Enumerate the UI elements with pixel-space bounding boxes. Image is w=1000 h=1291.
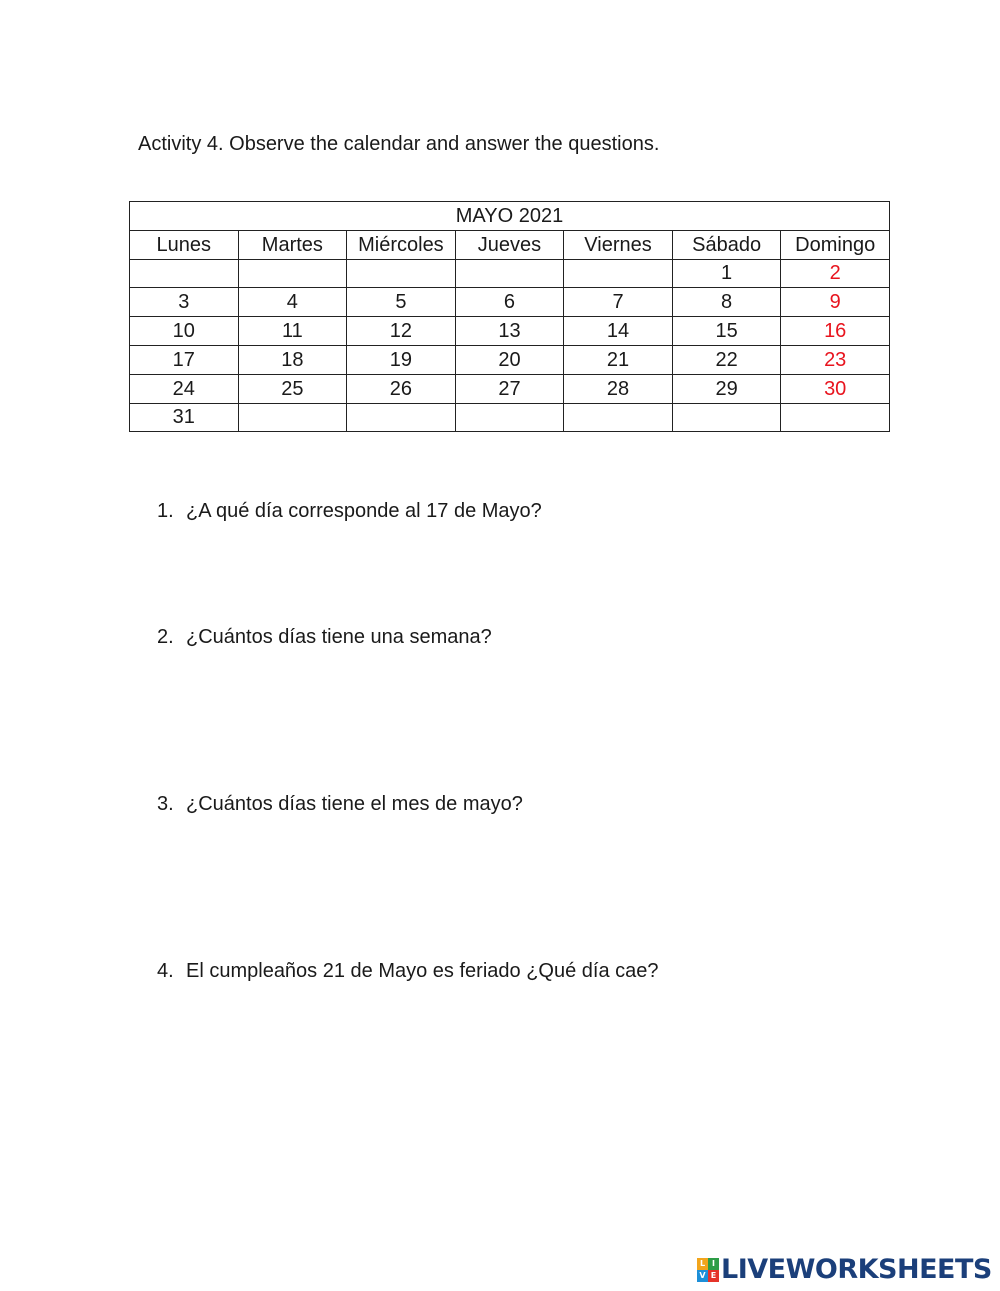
calendar-day-cell: [347, 403, 456, 432]
calendar-day-cell: [672, 403, 781, 432]
question-text: ¿Cuántos días tiene el mes de mayo?: [186, 793, 523, 815]
calendar-day-cell: 5: [347, 288, 456, 317]
calendar-day-cell: 20: [455, 345, 564, 374]
calendar-day-cell: [564, 403, 673, 432]
calendar-day-cell: 24: [130, 374, 239, 403]
calendar-day-cell: 27: [455, 374, 564, 403]
calendar-table: [129, 201, 890, 432]
question-number: 4.: [157, 960, 174, 982]
calendar-day-cell: 17: [130, 345, 239, 374]
day-header-viernes: Viernes: [564, 230, 673, 259]
calendar-day-cell: [347, 259, 456, 288]
calendar-day-cell: 2: [781, 259, 890, 288]
calendar-title-row: [130, 202, 890, 231]
calendar-day-cell: 1: [672, 259, 781, 288]
calendar-day-cell: 23: [781, 345, 890, 374]
day-header-sabado: Sábado: [672, 230, 781, 259]
calendar-week-row: [130, 345, 890, 374]
logo-icon-tile: L: [697, 1258, 708, 1270]
day-header-jueves: Jueves: [455, 230, 564, 259]
calendar-day-cell: 13: [455, 317, 564, 346]
question-number: 2.: [157, 626, 174, 648]
question-4: [157, 958, 659, 984]
calendar-day-cell: 30: [781, 374, 890, 403]
calendar-day-cell: [130, 259, 239, 288]
calendar-day-cell: 31: [130, 403, 239, 432]
calendar-day-cell: 25: [238, 374, 347, 403]
calendar-title: MAYO 2021: [130, 202, 890, 231]
calendar-day-cell: [455, 259, 564, 288]
logo-icon-tile: I: [708, 1258, 719, 1270]
calendar-week-row: [130, 259, 890, 288]
calendar-day-cell: 16: [781, 317, 890, 346]
question-text: ¿Cuántos días tiene una semana?: [186, 626, 492, 648]
calendar-day-cell: 6: [455, 288, 564, 317]
calendar-day-cell: 19: [347, 345, 456, 374]
liveworksheets-logo: [697, 1254, 992, 1286]
calendar-day-header-row: [130, 230, 890, 259]
question-1: [157, 498, 542, 524]
calendar-day-cell: 4: [238, 288, 347, 317]
question-number: 1.: [157, 500, 174, 522]
calendar-week-row: [130, 403, 890, 432]
day-header-martes: Martes: [238, 230, 347, 259]
activity-instruction: Activity 4. Observe the calendar and answer the questions.: [138, 133, 660, 155]
calendar-day-cell: 29: [672, 374, 781, 403]
calendar-day-cell: 22: [672, 345, 781, 374]
calendar-day-cell: 18: [238, 345, 347, 374]
calendar-day-cell: 8: [672, 288, 781, 317]
question-2: [157, 624, 492, 650]
calendar-day-cell: [564, 259, 673, 288]
question-text: ¿A qué día corresponde al 17 de Mayo?: [186, 500, 542, 522]
question-number: 3.: [157, 793, 174, 815]
question-3: [157, 791, 523, 817]
calendar-day-cell: 14: [564, 317, 673, 346]
calendar-day-cell: 26: [347, 374, 456, 403]
calendar-day-cell: 11: [238, 317, 347, 346]
calendar-day-cell: 21: [564, 345, 673, 374]
calendar-day-cell: 7: [564, 288, 673, 317]
calendar-day-cell: [238, 259, 347, 288]
calendar-day-cell: [781, 403, 890, 432]
calendar-day-cell: 28: [564, 374, 673, 403]
calendar-day-cell: [455, 403, 564, 432]
logo-icon-tile: V: [697, 1270, 708, 1282]
logo-icon-tile: E: [708, 1270, 719, 1282]
liveworksheets-icon: [697, 1258, 719, 1282]
calendar-day-cell: 9: [781, 288, 890, 317]
calendar-day-cell: [238, 403, 347, 432]
calendar-day-cell: 12: [347, 317, 456, 346]
calendar-week-row: [130, 317, 890, 346]
question-text: El cumpleaños 21 de Mayo es feriado ¿Qué día cae?: [186, 960, 659, 982]
calendar-day-cell: 10: [130, 317, 239, 346]
day-header-domingo: Domingo: [781, 230, 890, 259]
calendar-week-row: [130, 374, 890, 403]
calendar-day-cell: 3: [130, 288, 239, 317]
day-header-lunes: Lunes: [130, 230, 239, 259]
liveworksheets-wordmark: LIVEWORKSHEETS: [721, 1254, 992, 1285]
calendar-day-cell: 15: [672, 317, 781, 346]
calendar-week-row: [130, 288, 890, 317]
day-header-miercoles: Miércoles: [347, 230, 456, 259]
